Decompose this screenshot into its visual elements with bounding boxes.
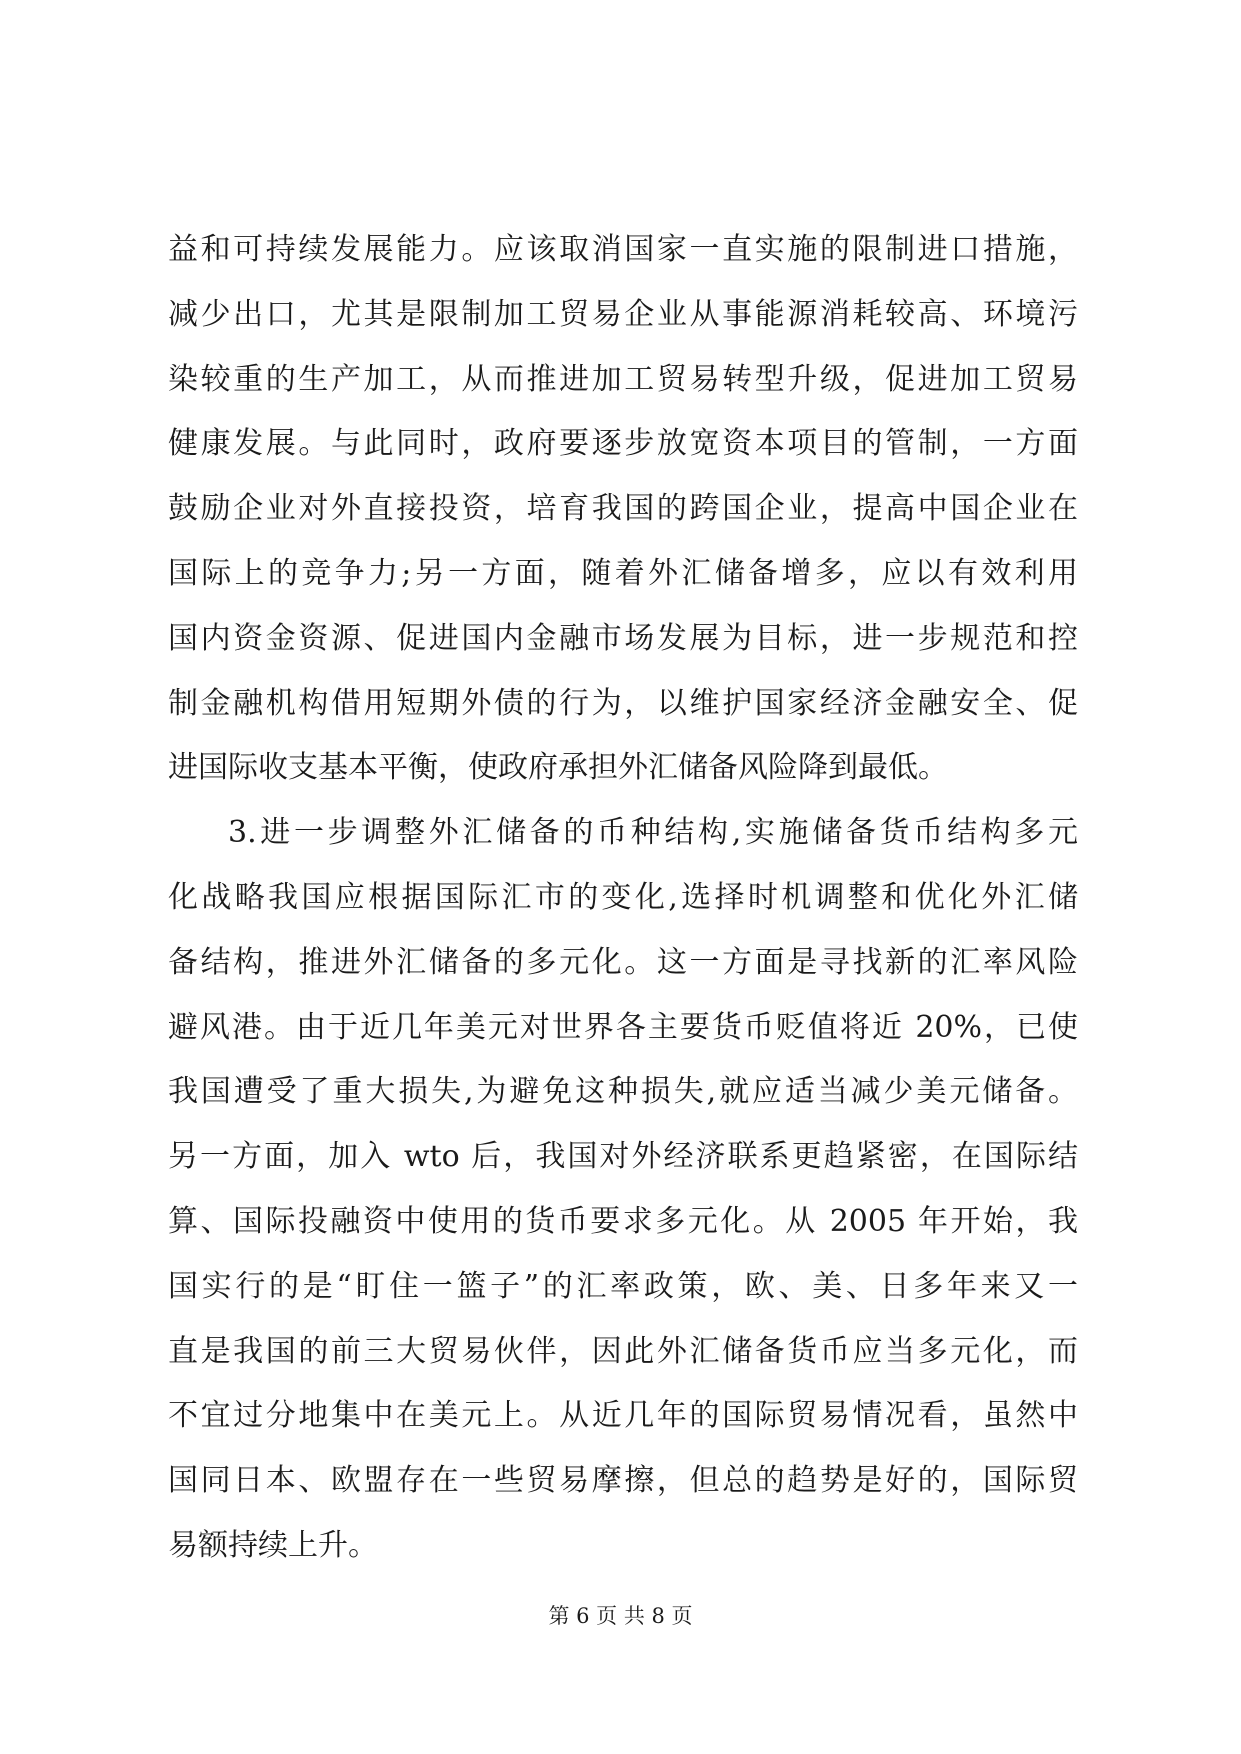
text-line: 染较重的生产加工，从而推进加工贸易转型升级，促进加工贸易: [168, 361, 1078, 397]
page-number-footer: 第 6 页 共 8 页: [548, 1604, 693, 1628]
text-line: 避风港。由于近几年美元对世界各主要货币贬值将近 20%，已使: [168, 1009, 1078, 1045]
text-line: 不宜过分地集中在美元上。从近几年的国际贸易情况看，虽然中: [168, 1398, 1078, 1434]
text-line: 易额持续上升。: [168, 1527, 378, 1563]
text-line: 另一方面，加入 wto 后，我国对外经济联系更趋紧密，在国际结: [168, 1139, 1078, 1175]
body-text: [168, 218, 1078, 1579]
text-line: 鼓励企业对外直接投资，培育我国的跨国企业，提高中国企业在: [168, 491, 1078, 527]
text-line: 3.进一步调整外汇储备的币种结构,实施储备货币结构多元: [228, 815, 1078, 851]
text-line: 进国际收支基本平衡，使政府承担外汇储备风险降到最低。: [168, 750, 948, 786]
text-line: 健康发展。与此同时，政府要逐步放宽资本项目的管制，一方面: [168, 426, 1078, 462]
text-line: 化战略我国应根据国际汇市的变化,选择时机调整和优化外汇储: [168, 879, 1078, 915]
text-line: 国际上的竞争力;另一方面，随着外汇储备增多，应以有效利用: [168, 555, 1078, 591]
text-line: 益和可持续发展能力。应该取消国家一直实施的限制进口措施，: [168, 232, 1078, 267]
text-line: 备结构，推进外汇储备的多元化。这一方面是寻找新的汇率风险: [168, 944, 1078, 980]
text-line: 直是我国的前三大贸易伙伴，因此外汇储备货币应当多元化，而: [168, 1333, 1078, 1369]
text-line: 我国遭受了重大损失,为避免这种损失,就应适当减少美元储备。: [168, 1074, 1078, 1110]
text-line: 减少出口，尤其是限制加工贸易企业从事能源消耗较高、环境污: [168, 296, 1078, 332]
text-line: 制金融机构借用短期外债的行为，以维护国家经济金融安全、促: [168, 685, 1078, 721]
text-line: 算、国际投融资中使用的货币要求多元化。从 2005 年开始，我: [168, 1203, 1078, 1239]
text-line: 国内资金资源、促进国内金融市场发展为目标，进一步规范和控: [168, 620, 1078, 656]
text-line: 国同日本、欧盟存在一些贸易摩擦，但总的趋势是好的，国际贸: [168, 1463, 1078, 1499]
text-line: 国实行的是“盯住一篮子”的汇率政策，欧、美、日多年来又一: [168, 1268, 1078, 1304]
